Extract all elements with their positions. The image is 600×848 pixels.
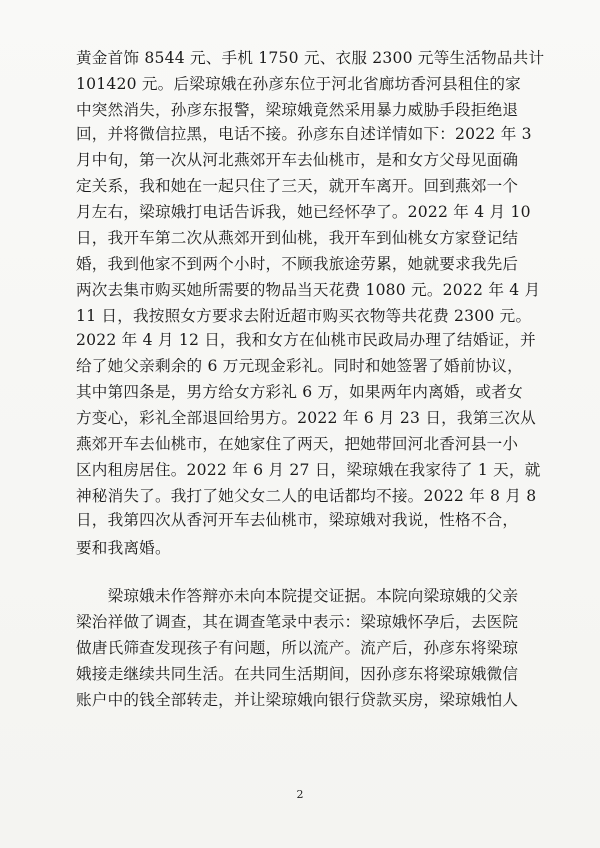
text-line: 娥接走继续共同生活。在共同生活期间，因孙彦东将梁琼娥微信	[76, 665, 519, 683]
text-line: 其中第四条是，男方给女方彩礼 6 万，如果两年内离婚，或者女	[76, 383, 523, 401]
text-line: 中突然消失，孙彦东报警，梁琼娥竟然采用暴力威胁手段拒绝退	[76, 101, 519, 119]
text-line: 梁琼娥未作答辩亦未向本院提交证据。本院向梁琼娥的父亲	[76, 587, 519, 605]
text-line: 两次去集市购买她所需要的物品当天花费 1080 元。2022 年 4 月	[76, 281, 541, 299]
text-line: 回，并将微信拉黑，电话不接。孙彦东自述详情如下：2022 年 3	[76, 125, 532, 143]
text-line: 11 日，我按照女方要求去附近超市购买衣物等共花费 2300 元。	[76, 307, 532, 325]
page-number: 2	[296, 788, 304, 801]
text-line: 区内租房居住。2022 年 6 月 27 日，梁琼娥在我家待了 1 天，就	[76, 461, 541, 479]
text-line: 定关系，我和她在一起只住了三天，就开车离开。回到燕郊一个	[76, 177, 519, 195]
text-line: 要和我离婚。	[76, 539, 171, 557]
text-line: 黄金首饰 8544 元、手机 1750 元、衣服 2300 元等生活物品共计	[76, 49, 545, 67]
text-line: 账户中的钱全部转走，并让梁琼娥向银行贷款买房，梁琼娥怕人	[76, 691, 519, 709]
text-line: 月中旬，第一次从河北燕郊开车去仙桃市，是和女方父母见面确	[76, 151, 519, 169]
text-line: 方变心，彩礼全部退回给男方。2022 年 6 月 23 日，我第三次从	[76, 409, 536, 427]
text-line: 做唐氏筛查发现孩子有问题，所以流产。流产后，孙彦东将梁琼	[76, 639, 519, 657]
text-line: 2022 年 4 月 12 日，我和女方在仙桃市民政局办理了结婚证，并	[76, 331, 536, 349]
text-line: 101420 元。后梁琼娥在孙彦东位于河北省廊坊香河县租住的家	[76, 75, 521, 93]
text-line: 婚，我到他家不到两个小时，不顾我旅途劳累，她就要求我先后	[76, 255, 519, 273]
text-line: 给了她父亲剩余的 6 万元现金彩礼。同时和她签署了婚前协议，	[76, 357, 523, 375]
text-line: 月左右，梁琼娥打电话告诉我，她已经怀孕了。2022 年 4 月 10	[76, 203, 531, 221]
text-line: 日，我开车第二次从燕郊开到仙桃，我开车到仙桃女方家登记结	[76, 229, 519, 247]
text-line: 神秘消失了。我打了她父女二人的电话都均不接。2022 年 8 月 8	[76, 487, 537, 505]
text-line: 梁治祥做了调查，其在调查笔录中表示：梁琼娥怀孕后，去医院	[76, 613, 519, 631]
text-line: 燕郊开车去仙桃市，在她家住了两天，把她带回河北香河县一小	[76, 435, 519, 453]
text-line: 日，我第四次从香河开车去仙桃市，梁琼娥对我说，性格不合，	[76, 511, 519, 529]
